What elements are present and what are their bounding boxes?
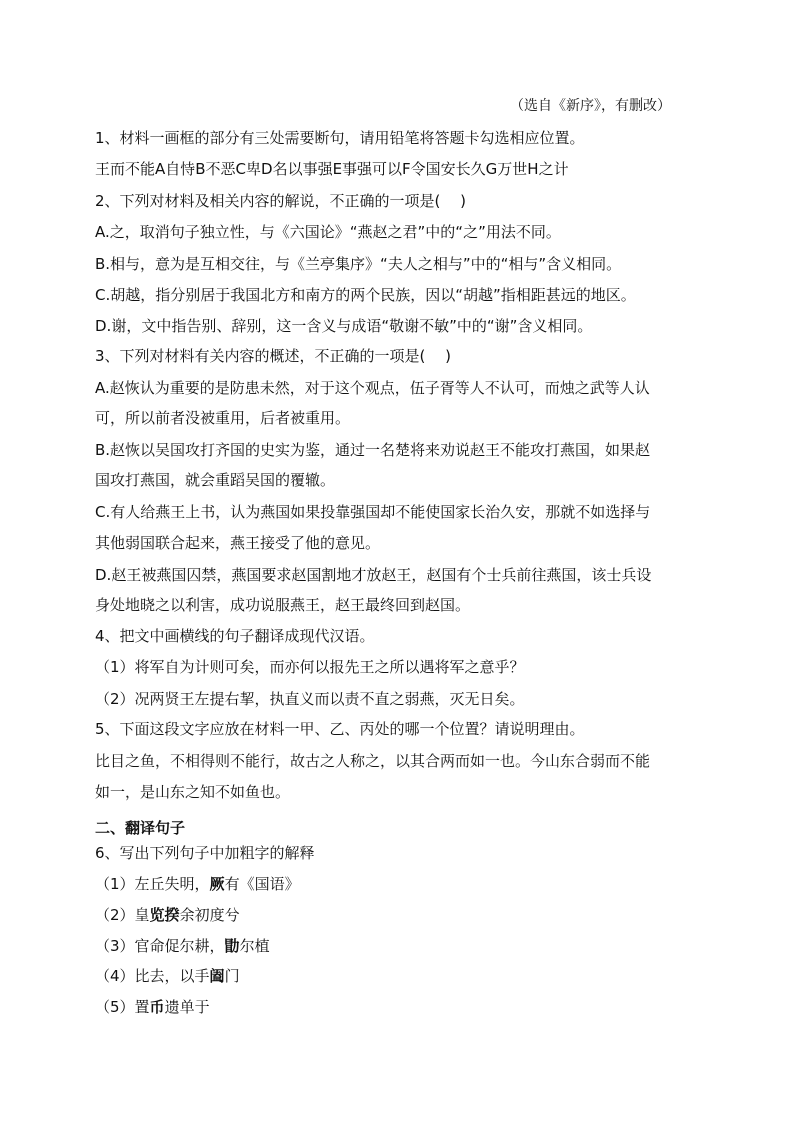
question-6: 6、写出下列句子中加粗字的解释 bbox=[95, 844, 315, 862]
question-2-option-c: C.胡越，指分别居于我国北方和南方的两个民族，因以“胡越”指相距甚远的地区。 bbox=[95, 286, 636, 304]
question-1-sentence: 王而不能A自恃B不恶C卑D名以事强E事强可以F令国安长久G万世H之计 bbox=[95, 160, 569, 178]
question-3-option-b-line2: 国攻打燕国，就会重蹈吴国的覆辙。 bbox=[95, 471, 336, 489]
question-5-passage-line1: 比目之鱼，不相得则不能行，故古之人称之，以其合两而如一也。今山东合弱而不能 bbox=[95, 752, 651, 770]
bold-word: 币 bbox=[149, 998, 165, 1016]
question-3-option-c-line2: 其他弱国联合起来，燕王接受了他的意见。 bbox=[95, 534, 381, 552]
question-4: 4、把文中画横线的句子翻译成现代汉语。 bbox=[95, 627, 375, 645]
question-6-item-1: （1）左丘失明，厥有《国语》 bbox=[95, 875, 300, 893]
source-note: （选自《新序》，有删改） bbox=[510, 98, 671, 114]
question-3-option-d-line2: 身处地晓之以利害，成功说服燕王，赵王最终回到赵国。 bbox=[95, 596, 471, 614]
question-3-option-a-line2: 可，所以前者没被重用，后者被重用。 bbox=[95, 409, 351, 427]
bold-word: 阖 bbox=[209, 967, 225, 985]
question-4-item-2: （2）况两贤王左提右挈，执直义而以责不直之弱燕，灭无日矣。 bbox=[95, 690, 525, 708]
bold-word: 览揆 bbox=[149, 906, 180, 924]
question-3-option-d-line1: D.赵王被燕国囚禁，燕国要求赵国割地才放赵王，赵国有个士兵前往燕国，该士兵设 bbox=[95, 566, 652, 584]
question-3-option-b-line1: B.赵恢以吴国攻打齐国的史实为鉴，通过一名楚将来劝说赵王不能攻打燕国，如果赵 bbox=[95, 441, 651, 459]
bold-word: 厥 bbox=[209, 875, 225, 893]
question-4-item-1: （1）将军自为计则可矣，而亦何以报先王之所以遇将军之意乎？ bbox=[95, 658, 525, 676]
question-5: 5、下面这段文字应放在材料一甲、乙、丙处的哪一个位置？请说明理由。 bbox=[95, 720, 585, 738]
question-2-option-a: A.之，取消句子独立性，与《六国论》“燕赵之君”中的“之”用法不同。 bbox=[95, 223, 561, 241]
question-2-option-b: B.相与，意为是互相交往，与《兰亭集序》“夫人之相与”中的“相与”含义相同。 bbox=[95, 255, 622, 273]
question-3: 3、下列对材料有关内容的概述，不正确的一项是( ) bbox=[95, 347, 452, 365]
question-3-option-a-line1: A.赵恢认为重要的是防患未然，对于这个观点，伍子胥等人不认可，而烛之武等人认 bbox=[95, 379, 650, 397]
section-heading: 二、翻译句子 bbox=[95, 819, 186, 837]
bold-word: 勖 bbox=[224, 937, 240, 955]
question-2: 2、下列对材料及相关内容的解说，不正确的一项是( ) bbox=[95, 192, 467, 210]
question-6-item-2: （2）皇览揆余初度兮 bbox=[95, 906, 240, 924]
question-5-passage-line2: 如一，是山东之知不如鱼也。 bbox=[95, 783, 291, 801]
question-6-item-3: （3）官命促尔耕，勖尔植 bbox=[95, 937, 270, 955]
question-6-item-4: （4）比去，以手阖门 bbox=[95, 967, 240, 985]
question-6-item-5: （5）置币遗单于 bbox=[95, 998, 210, 1016]
question-1: 1、材料一画框的部分有三处需要断句，请用铅笔将答题卡勾选相应位置。 bbox=[95, 129, 585, 147]
question-3-option-c-line1: C.有人给燕王上书，认为燕国如果投靠强国却不能使国家长治久安，那就不如选择与 bbox=[95, 503, 651, 521]
question-2-option-d: D.谢，文中指告别、辞别，这一含义与成语“敬谢不敏”中的“谢”含义相同。 bbox=[95, 317, 593, 335]
